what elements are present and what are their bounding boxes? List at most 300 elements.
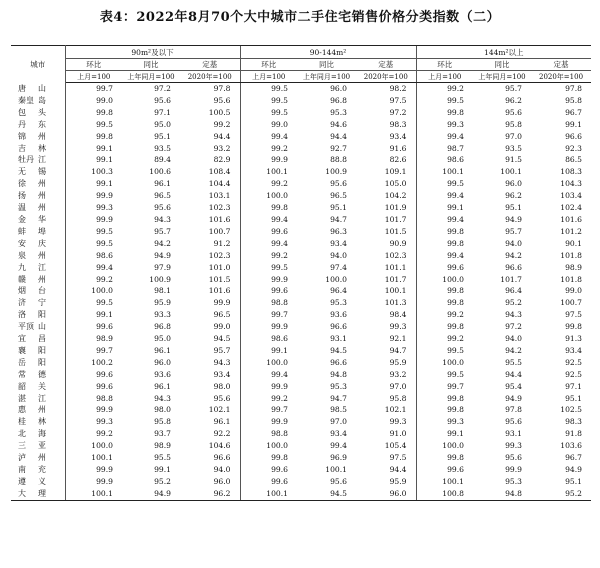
index-value-cell: 95.6 xyxy=(330,179,347,189)
index-value-cell: 99.7 xyxy=(65,345,122,357)
city-name-part: 义 xyxy=(38,476,46,486)
city-name-part: 大 xyxy=(18,488,26,498)
index-value-cell: 98.1 xyxy=(154,286,171,296)
base-col-header: 上年同月=100 xyxy=(297,71,356,83)
city-name-part: 济 xyxy=(18,298,26,308)
index-value-cell: 98.8 xyxy=(240,297,297,309)
index-value-cell: 99.0 xyxy=(565,286,583,296)
index-value-cell: 96.9 xyxy=(330,453,347,463)
index-value-cell: 94.8 xyxy=(330,369,347,379)
index-value-cell: 93.5 xyxy=(154,143,171,153)
city-name-part: 九 xyxy=(18,262,26,272)
index-value-cell: 95.8 xyxy=(154,417,171,427)
index-value-cell: 95.8 xyxy=(505,119,523,129)
table-row xyxy=(11,440,591,452)
index-value-cell: 95.1 xyxy=(330,203,347,213)
index-value-cell: 99.5 xyxy=(416,345,473,357)
index-value-cell: 91.2 xyxy=(213,238,231,248)
table-row xyxy=(11,381,591,393)
index-value-cell: 92.5 xyxy=(565,357,583,367)
city-name-part: 赣 xyxy=(18,274,26,284)
index-value-cell: 100.0 xyxy=(65,285,122,297)
base-col-header: 上月=100 xyxy=(65,71,122,83)
index-value-cell: 101.0 xyxy=(208,262,231,272)
index-value-cell: 92.3 xyxy=(565,143,583,153)
city-name-part: 遵 xyxy=(18,476,26,486)
index-value-cell: 94.4 xyxy=(505,369,523,379)
index-value-cell: 94.9 xyxy=(565,465,583,474)
index-value-cell: 100.1 xyxy=(240,166,297,178)
index-value-cell: 94.6 xyxy=(330,119,347,129)
index-value-cell: 98.6 xyxy=(240,333,297,345)
city-name-part: 庆 xyxy=(38,238,46,248)
city-name-part: 扬 xyxy=(18,191,26,201)
table-row xyxy=(11,369,591,381)
city-name-part: 泉 xyxy=(18,250,26,260)
index-value-cell: 97.4 xyxy=(330,262,347,272)
index-value-cell: 99.6 xyxy=(416,262,473,274)
city-name-part: 宜 xyxy=(18,334,26,344)
index-value-cell: 98.5 xyxy=(330,405,347,415)
city-name-part: 江 xyxy=(38,262,46,272)
index-value-cell: 96.8 xyxy=(330,95,347,105)
index-value-cell: 99.8 xyxy=(416,107,473,119)
index-value-cell: 93.6 xyxy=(154,369,171,379)
index-value-cell: 95.2 xyxy=(154,476,171,486)
index-value-cell: 94.5 xyxy=(330,345,347,355)
index-value-cell: 95.7 xyxy=(213,345,231,355)
city-name xyxy=(11,190,65,202)
index-value-cell: 94.9 xyxy=(154,250,171,260)
city-name-part: 州 xyxy=(38,179,46,189)
city-name-part: 山 xyxy=(38,322,46,332)
city-name xyxy=(11,345,65,357)
index-value-cell: 93.4 xyxy=(389,131,407,141)
table-row xyxy=(11,119,591,131)
index-value-cell: 101.6 xyxy=(560,214,583,224)
index-value-cell: 100.6 xyxy=(149,167,171,177)
index-value-cell: 105.4 xyxy=(384,441,407,451)
city-name-part: 州 xyxy=(38,203,46,213)
index-value-cell: 101.1 xyxy=(384,262,407,272)
sub-col-header: 定基 xyxy=(180,59,240,71)
sub-col-header: 环比 xyxy=(240,59,297,71)
index-value-cell: 94.5 xyxy=(297,488,356,500)
base-col-header: 2020年=100 xyxy=(180,71,240,83)
city-name xyxy=(11,464,65,476)
index-value-cell: 100.1 xyxy=(384,286,407,296)
index-value-cell: 97.0 xyxy=(389,381,407,391)
index-value-cell: 95.8 xyxy=(565,95,583,105)
index-value-cell: 99.2 xyxy=(416,333,473,345)
index-value-cell: 100.0 xyxy=(416,357,473,369)
group-header-large: 144m²以上 xyxy=(416,46,591,59)
city-name-part: 洛 xyxy=(18,310,26,320)
index-value-cell: 95.2 xyxy=(531,488,591,500)
city-name-part: 湛 xyxy=(18,393,26,403)
city-name xyxy=(11,202,65,214)
index-value-cell: 94.2 xyxy=(505,345,523,355)
city-name-part: 东 xyxy=(38,119,46,129)
index-value-cell: 99.5 xyxy=(65,238,122,250)
city-name-part: 头 xyxy=(38,107,46,117)
index-value-cell: 99.8 xyxy=(240,202,297,214)
index-value-cell: 99.5 xyxy=(240,107,297,119)
index-value-cell: 103.6 xyxy=(560,441,583,451)
city-name xyxy=(11,238,65,250)
index-value-cell: 100.1 xyxy=(240,488,297,500)
index-value-cell: 99.0 xyxy=(65,95,122,107)
index-value-cell: 98.7 xyxy=(416,143,473,155)
index-value-cell: 99.2 xyxy=(240,143,297,155)
table-row xyxy=(11,95,591,107)
index-value-cell: 95.7 xyxy=(505,84,523,93)
index-value-cell: 92.2 xyxy=(213,429,231,439)
index-value-cell: 95.1 xyxy=(565,393,583,403)
index-value-cell: 99.4 xyxy=(416,214,473,226)
city-name-part: 襄 xyxy=(18,345,26,355)
city-name xyxy=(11,285,65,297)
city-name xyxy=(11,404,65,416)
index-value-cell: 96.2 xyxy=(180,488,240,500)
index-value-cell: 94.3 xyxy=(154,393,171,403)
index-value-cell: 95.5 xyxy=(505,357,523,367)
city-name-part: 平顶 xyxy=(18,322,34,332)
index-value-cell: 108.3 xyxy=(560,167,583,177)
table-row xyxy=(11,404,591,416)
city-name-part: 锦 xyxy=(18,131,26,141)
index-value-cell: 99.5 xyxy=(240,262,297,274)
index-value-cell: 95.6 xyxy=(213,95,231,105)
city-name xyxy=(11,452,65,464)
index-value-cell: 94.0 xyxy=(505,238,523,248)
index-value-cell: 97.8 xyxy=(565,84,583,93)
index-value-cell: 93.2 xyxy=(213,143,231,153)
index-value-cell: 102.3 xyxy=(384,250,407,260)
index-value-cell: 96.7 xyxy=(565,453,583,463)
index-value-cell: 99.6 xyxy=(240,464,297,476)
index-value-cell: 102.5 xyxy=(560,405,583,415)
index-value-cell: 94.9 xyxy=(505,214,523,224)
index-value-cell: 96.2 xyxy=(505,191,523,201)
index-value-cell: 100.0 xyxy=(416,440,473,452)
table-row xyxy=(11,131,591,143)
city-name-part: 牡丹 xyxy=(18,155,34,165)
index-value-cell: 96.7 xyxy=(565,107,583,117)
table-row xyxy=(11,285,591,297)
index-value-cell: 95.6 xyxy=(213,393,231,403)
index-value-cell: 82.9 xyxy=(213,155,231,165)
city-name-part: 金 xyxy=(18,214,26,224)
table-row xyxy=(11,190,591,202)
index-value-cell: 99.5 xyxy=(416,178,473,190)
index-value-cell: 101.9 xyxy=(384,203,407,213)
index-value-cell: 99.3 xyxy=(416,416,473,428)
index-value-cell: 99.4 xyxy=(416,190,473,202)
city-name-part: 徐 xyxy=(18,179,26,189)
sub-col-header: 定基 xyxy=(531,59,591,71)
index-value-cell: 99.6 xyxy=(240,226,297,238)
index-value-cell: 96.0 xyxy=(505,179,523,189)
index-value-cell: 99.9 xyxy=(240,416,297,428)
index-value-cell: 100.1 xyxy=(325,465,347,474)
index-value-cell: 103.1 xyxy=(208,191,231,201)
index-value-cell: 94.7 xyxy=(389,345,407,355)
index-value-cell: 98.9 xyxy=(65,333,122,345)
index-value-cell: 99.0 xyxy=(213,322,231,332)
index-value-cell: 99.4 xyxy=(240,131,297,143)
index-value-cell: 88.8 xyxy=(330,155,347,165)
index-value-cell: 95.7 xyxy=(154,226,171,236)
index-value-cell: 99.8 xyxy=(416,238,473,250)
index-value-cell: 99.9 xyxy=(505,465,523,474)
table-row xyxy=(11,309,591,321)
city-name-part: 阳 xyxy=(38,345,46,355)
city-name-part: 关 xyxy=(38,381,46,391)
index-value-cell: 99.8 xyxy=(416,393,473,405)
base-header-row xyxy=(11,71,591,83)
index-value-cell: 99.8 xyxy=(240,452,297,464)
index-value-cell: 99.7 xyxy=(240,404,297,416)
city-name-part: 蚌 xyxy=(18,226,26,236)
city-name xyxy=(11,416,65,428)
city-name xyxy=(11,226,65,238)
index-value-cell: 99.5 xyxy=(416,95,473,107)
sub-col-header: 环比 xyxy=(416,59,473,71)
city-name-part: 锡 xyxy=(38,167,46,177)
index-value-cell: 95.3 xyxy=(330,107,347,117)
index-value-cell: 96.6 xyxy=(213,453,231,463)
index-value-cell: 101.5 xyxy=(384,226,407,236)
city-name xyxy=(11,119,65,131)
index-value-cell: 100.0 xyxy=(65,440,122,452)
index-value-cell: 97.8 xyxy=(505,405,523,415)
city-name xyxy=(11,95,65,107)
index-value-cell: 99.5 xyxy=(416,369,473,381)
index-value-cell: 100.1 xyxy=(416,476,473,488)
index-value-cell: 99.3 xyxy=(389,322,407,332)
index-value-cell: 99.3 xyxy=(416,119,473,131)
base-col-header: 2020年=100 xyxy=(356,71,416,83)
city-name-part: 岳 xyxy=(18,357,26,367)
index-value-cell: 98.4 xyxy=(389,310,407,320)
city-name-part: 安 xyxy=(18,238,26,248)
index-value-cell: 91.0 xyxy=(389,429,407,439)
index-value-cell: 99.1 xyxy=(416,202,473,214)
city-name-part: 岛 xyxy=(38,95,46,105)
city-name xyxy=(11,381,65,393)
index-value-cell: 99.6 xyxy=(240,285,297,297)
index-value-cell: 94.3 xyxy=(213,357,231,367)
table-row xyxy=(11,297,591,309)
index-value-cell: 101.7 xyxy=(384,274,407,284)
city-name-part: 南 xyxy=(18,465,26,474)
index-value-cell: 99.9 xyxy=(213,298,231,308)
index-value-cell: 101.2 xyxy=(560,226,583,236)
city-name-part: 泸 xyxy=(18,453,26,463)
index-value-cell: 94.2 xyxy=(154,238,171,248)
city-name-part: 理 xyxy=(38,488,46,498)
city-name xyxy=(11,333,65,345)
index-value-cell: 100.1 xyxy=(65,452,122,464)
index-value-cell: 95.1 xyxy=(505,203,523,213)
index-value-cell: 86.5 xyxy=(565,155,583,165)
index-value-cell: 99.7 xyxy=(240,309,297,321)
index-value-cell: 94.5 xyxy=(213,334,231,344)
index-value-cell: 92.1 xyxy=(389,334,407,344)
index-value-cell: 104.4 xyxy=(208,179,231,189)
city-name xyxy=(11,488,65,500)
index-value-cell: 99.6 xyxy=(416,464,473,476)
index-value-cell: 94.7 xyxy=(330,214,347,224)
index-value-cell: 94.9 xyxy=(505,393,523,403)
index-value-cell: 108.4 xyxy=(208,167,231,177)
index-value-cell: 99.4 xyxy=(330,441,347,451)
index-value-cell: 95.1 xyxy=(154,131,171,141)
city-name xyxy=(11,107,65,119)
city-header: 城市 xyxy=(11,46,65,83)
table-row xyxy=(11,154,591,166)
index-value-cell: 99.8 xyxy=(65,107,122,119)
index-value-cell: 94.3 xyxy=(505,310,523,320)
index-value-cell: 101.6 xyxy=(208,286,231,296)
city-name-part: 林 xyxy=(38,417,46,427)
table-row xyxy=(11,476,591,488)
city-name xyxy=(11,476,65,488)
index-value-cell: 100.3 xyxy=(65,166,122,178)
index-value-cell: 99.4 xyxy=(240,369,297,381)
index-value-cell: 98.6 xyxy=(416,154,473,166)
city-name-part: 州 xyxy=(38,274,46,284)
index-value-cell: 94.0 xyxy=(330,250,347,260)
index-value-cell: 95.3 xyxy=(505,476,523,486)
index-value-cell: 99.3 xyxy=(65,202,122,214)
index-value-cell: 99.2 xyxy=(213,119,231,129)
index-value-cell: 96.5 xyxy=(154,191,171,201)
index-value-cell: 97.5 xyxy=(389,453,407,463)
index-value-cell: 99.3 xyxy=(505,441,523,451)
table-row xyxy=(11,321,591,333)
city-name-part: 林 xyxy=(38,143,46,153)
index-value-cell: 98.8 xyxy=(65,393,122,405)
table-row xyxy=(11,464,591,476)
table-row xyxy=(11,202,591,214)
index-value-cell: 95.6 xyxy=(154,95,171,105)
sub-col-header: 定基 xyxy=(356,59,416,71)
index-value-cell: 99.2 xyxy=(416,309,473,321)
city-name xyxy=(11,297,65,309)
index-value-cell: 94.8 xyxy=(473,488,531,500)
city-name xyxy=(11,131,65,143)
index-value-cell: 99.9 xyxy=(65,214,122,226)
index-value-cell: 94.4 xyxy=(213,131,231,141)
group-header-small: 90m²及以下 xyxy=(65,46,240,59)
index-value-cell: 99.5 xyxy=(65,226,122,238)
index-value-cell: 100.0 xyxy=(240,440,297,452)
index-value-cell: 100.0 xyxy=(240,190,297,202)
city-name-part: 常 xyxy=(18,369,26,379)
index-value-cell: 96.1 xyxy=(154,345,171,355)
index-value-cell: 100.9 xyxy=(325,167,347,177)
index-value-cell: 104.3 xyxy=(560,179,583,189)
index-value-cell: 93.7 xyxy=(154,429,171,439)
index-value-cell: 99.1 xyxy=(240,345,297,357)
index-value-cell: 99.3 xyxy=(65,416,122,428)
table-row xyxy=(11,166,591,178)
index-value-cell: 100.7 xyxy=(208,226,231,236)
index-value-cell: 99.0 xyxy=(240,119,297,131)
index-value-cell: 102.4 xyxy=(560,203,583,213)
index-value-cell: 94.0 xyxy=(505,334,523,344)
sub-col-header: 同比 xyxy=(297,59,356,71)
index-value-cell: 95.3 xyxy=(330,298,347,308)
index-value-cell: 98.3 xyxy=(565,417,583,427)
index-value-cell: 100.1 xyxy=(416,166,473,178)
index-value-cell: 99.6 xyxy=(65,381,122,393)
index-value-cell: 100.1 xyxy=(500,167,523,177)
index-value-cell: 99.4 xyxy=(416,250,473,262)
index-value-cell: 94.9 xyxy=(122,488,180,500)
index-value-cell: 92.5 xyxy=(565,369,583,379)
city-name xyxy=(11,321,65,333)
city-name xyxy=(11,250,65,262)
index-value-cell: 98.0 xyxy=(213,381,231,391)
index-value-cell: 100.5 xyxy=(208,107,231,117)
table-row xyxy=(11,214,591,226)
index-value-cell: 99.8 xyxy=(416,452,473,464)
index-value-cell: 93.4 xyxy=(330,429,347,439)
table-row xyxy=(11,357,591,369)
city-name-part: 三 xyxy=(18,441,26,451)
index-value-cell: 98.9 xyxy=(565,262,583,272)
sub-col-header: 同比 xyxy=(473,59,531,71)
index-value-cell: 95.6 xyxy=(154,203,171,213)
index-value-cell: 99.9 xyxy=(65,190,122,202)
city-name xyxy=(11,393,65,405)
city-name-part: 州 xyxy=(38,250,46,260)
city-name-part: 德 xyxy=(38,369,46,379)
table-row xyxy=(11,238,591,250)
index-value-cell: 104.6 xyxy=(208,441,231,451)
index-value-cell: 96.5 xyxy=(213,310,231,320)
index-value-cell: 102.1 xyxy=(384,405,407,415)
table-row xyxy=(11,250,591,262)
index-value-cell: 99.6 xyxy=(65,321,122,333)
index-value-cell: 98.8 xyxy=(240,428,297,440)
table-row xyxy=(11,488,591,500)
index-value-cell: 96.0 xyxy=(213,476,231,486)
base-col-header: 上年同月=100 xyxy=(122,71,180,83)
index-value-cell: 93.1 xyxy=(505,429,523,439)
index-value-cell: 97.1 xyxy=(565,381,583,391)
base-col-header: 上月=100 xyxy=(416,71,473,83)
city-name xyxy=(11,262,65,274)
index-value-cell: 99.5 xyxy=(240,83,297,95)
city-name-part: 州 xyxy=(38,453,46,463)
index-value-cell: 98.3 xyxy=(389,119,407,129)
city-name-part: 州 xyxy=(38,405,46,415)
index-value-cell: 99.4 xyxy=(65,262,122,274)
index-value-cell: 91.5 xyxy=(505,155,523,165)
city-name-part: 台 xyxy=(38,286,46,296)
index-value-cell: 99.8 xyxy=(416,226,473,238)
index-value-cell: 99.5 xyxy=(65,119,122,131)
index-value-cell: 99.5 xyxy=(240,95,297,107)
index-value-cell: 99.5 xyxy=(65,297,122,309)
table-row xyxy=(11,428,591,440)
index-value-cell: 98.0 xyxy=(154,405,171,415)
base-col-header: 2020年=100 xyxy=(531,71,591,83)
